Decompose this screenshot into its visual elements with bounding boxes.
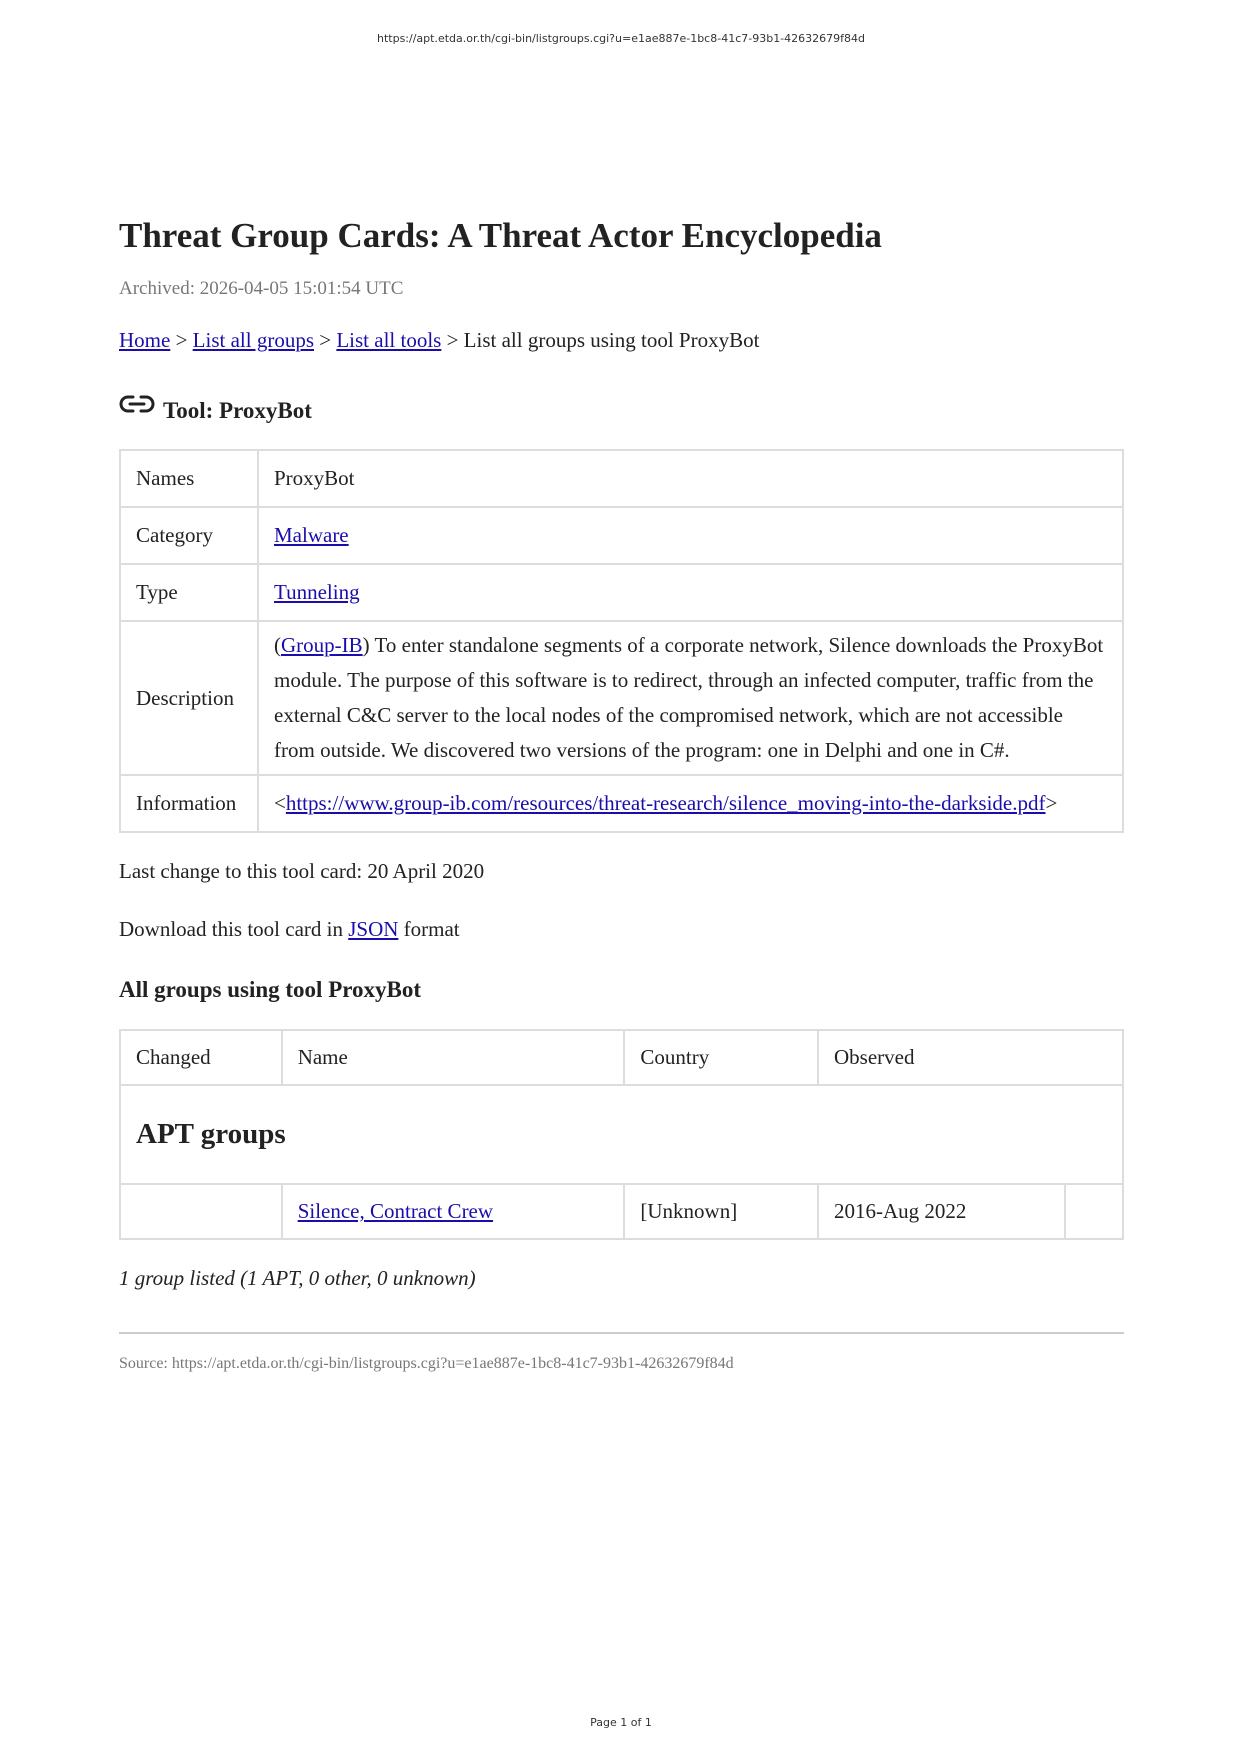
column-header-observed: Observed [818,1030,1123,1085]
archived-timestamp: Archived: 2026-04-05 15:01:54 UTC [119,278,404,299]
group-observed: 2016-Aug 2022 [818,1184,1065,1239]
breadcrumb-list-tools-link[interactable]: List all tools [336,328,442,352]
print-header-url: https://apt.etda.or.th/cgi-bin/listgroups.cgi?u=e1ae887e-1bc8-41c7-93b1-42632679f84d [376,32,865,45]
divider [119,1332,1124,1334]
link-icon [119,393,155,415]
groups-heading: All groups using tool ProxyBot [119,977,422,1002]
tool-names-value: ProxyBot [258,450,1123,507]
row-label: Category [120,507,258,564]
groups-section-row [120,1085,1123,1184]
tool-card-table [119,449,1124,833]
tool-category-cell [258,507,1123,564]
tool-row-information [120,775,1123,832]
download-suffix: format [398,917,460,941]
download-prefix: Download this tool card in [119,917,349,941]
breadcrumb-list-groups-link[interactable]: List all groups [192,328,314,352]
info-gt: > [1045,791,1058,815]
row-label: Names [120,450,258,507]
description-text: ) To enter standalone segments of a corporate network, Silence downloads the ProxyBot module. The purpose of this software is to redirect, through an infected computer, traffic from the external C&C server to the local nodes of the compromised network, which are not accessible from outside. We discovered two versions of the program: one in Delphi and one in C#. [274,633,1104,762]
description-open-paren: ( [274,633,281,657]
type-link[interactable]: Tunneling [274,580,360,604]
column-header-changed: Changed [120,1030,282,1085]
information-url-link[interactable]: https://www.group-ib.com/resources/threat-research/silence_moving-into-the-darkside.pdf [285,791,1046,815]
info-lt: < [274,791,286,815]
page-title: Threat Group Cards: A Threat Actor Encyclopedia [119,216,882,255]
breadcrumb [119,324,1124,356]
tool-type-cell [258,564,1123,621]
tool-heading [119,394,1124,428]
tool-row-description [120,621,1123,775]
groups-summary: 1 group listed (1 APT, 0 other, 0 unknown) [119,1266,476,1290]
download-line [119,913,1124,945]
apt-groups-label: APT groups [120,1085,1123,1184]
tool-information-cell [258,775,1123,832]
group-country: [Unknown] [624,1184,818,1239]
column-header-name: Name [282,1030,625,1085]
main-content [119,208,1124,1376]
category-link[interactable]: Malware [274,523,349,547]
groups-table [119,1029,1124,1240]
tool-row-category [120,507,1123,564]
breadcrumb-separator: > [314,328,337,352]
group-changed [120,1184,282,1239]
source-text: Source: https://apt.etda.or.th/cgi-bin/listgroups.cgi?u=e1ae887e-1bc8-41c7-93b1-42632679f84d [119,1355,734,1372]
tool-heading-text: Tool: ProxyBot [163,398,312,423]
breadcrumb-home-link[interactable]: Home [119,328,171,352]
group-name-link[interactable]: Silence, Contract Crew [297,1199,494,1223]
group-extra-cell [1065,1184,1123,1239]
row-label: Description [120,621,258,775]
group-name-cell [282,1184,625,1239]
row-label: Information [120,775,258,832]
row-label: Type [120,564,258,621]
groups-header-row [120,1030,1123,1085]
column-header-country: Country [624,1030,818,1085]
tool-description-cell [258,621,1123,775]
last-change-text: Last change to this tool card: 20 April 2020 [119,859,485,883]
breadcrumb-current: > List all groups using tool ProxyBot [441,328,760,352]
print-footer-page: Page 1 of 1 [590,1716,652,1729]
breadcrumb-separator: > [170,328,193,352]
description-source-link[interactable]: Group-IB [281,633,363,657]
json-download-link[interactable]: JSON [348,917,399,941]
table-row [120,1184,1123,1239]
tool-row-names [120,450,1123,507]
tool-row-type [120,564,1123,621]
